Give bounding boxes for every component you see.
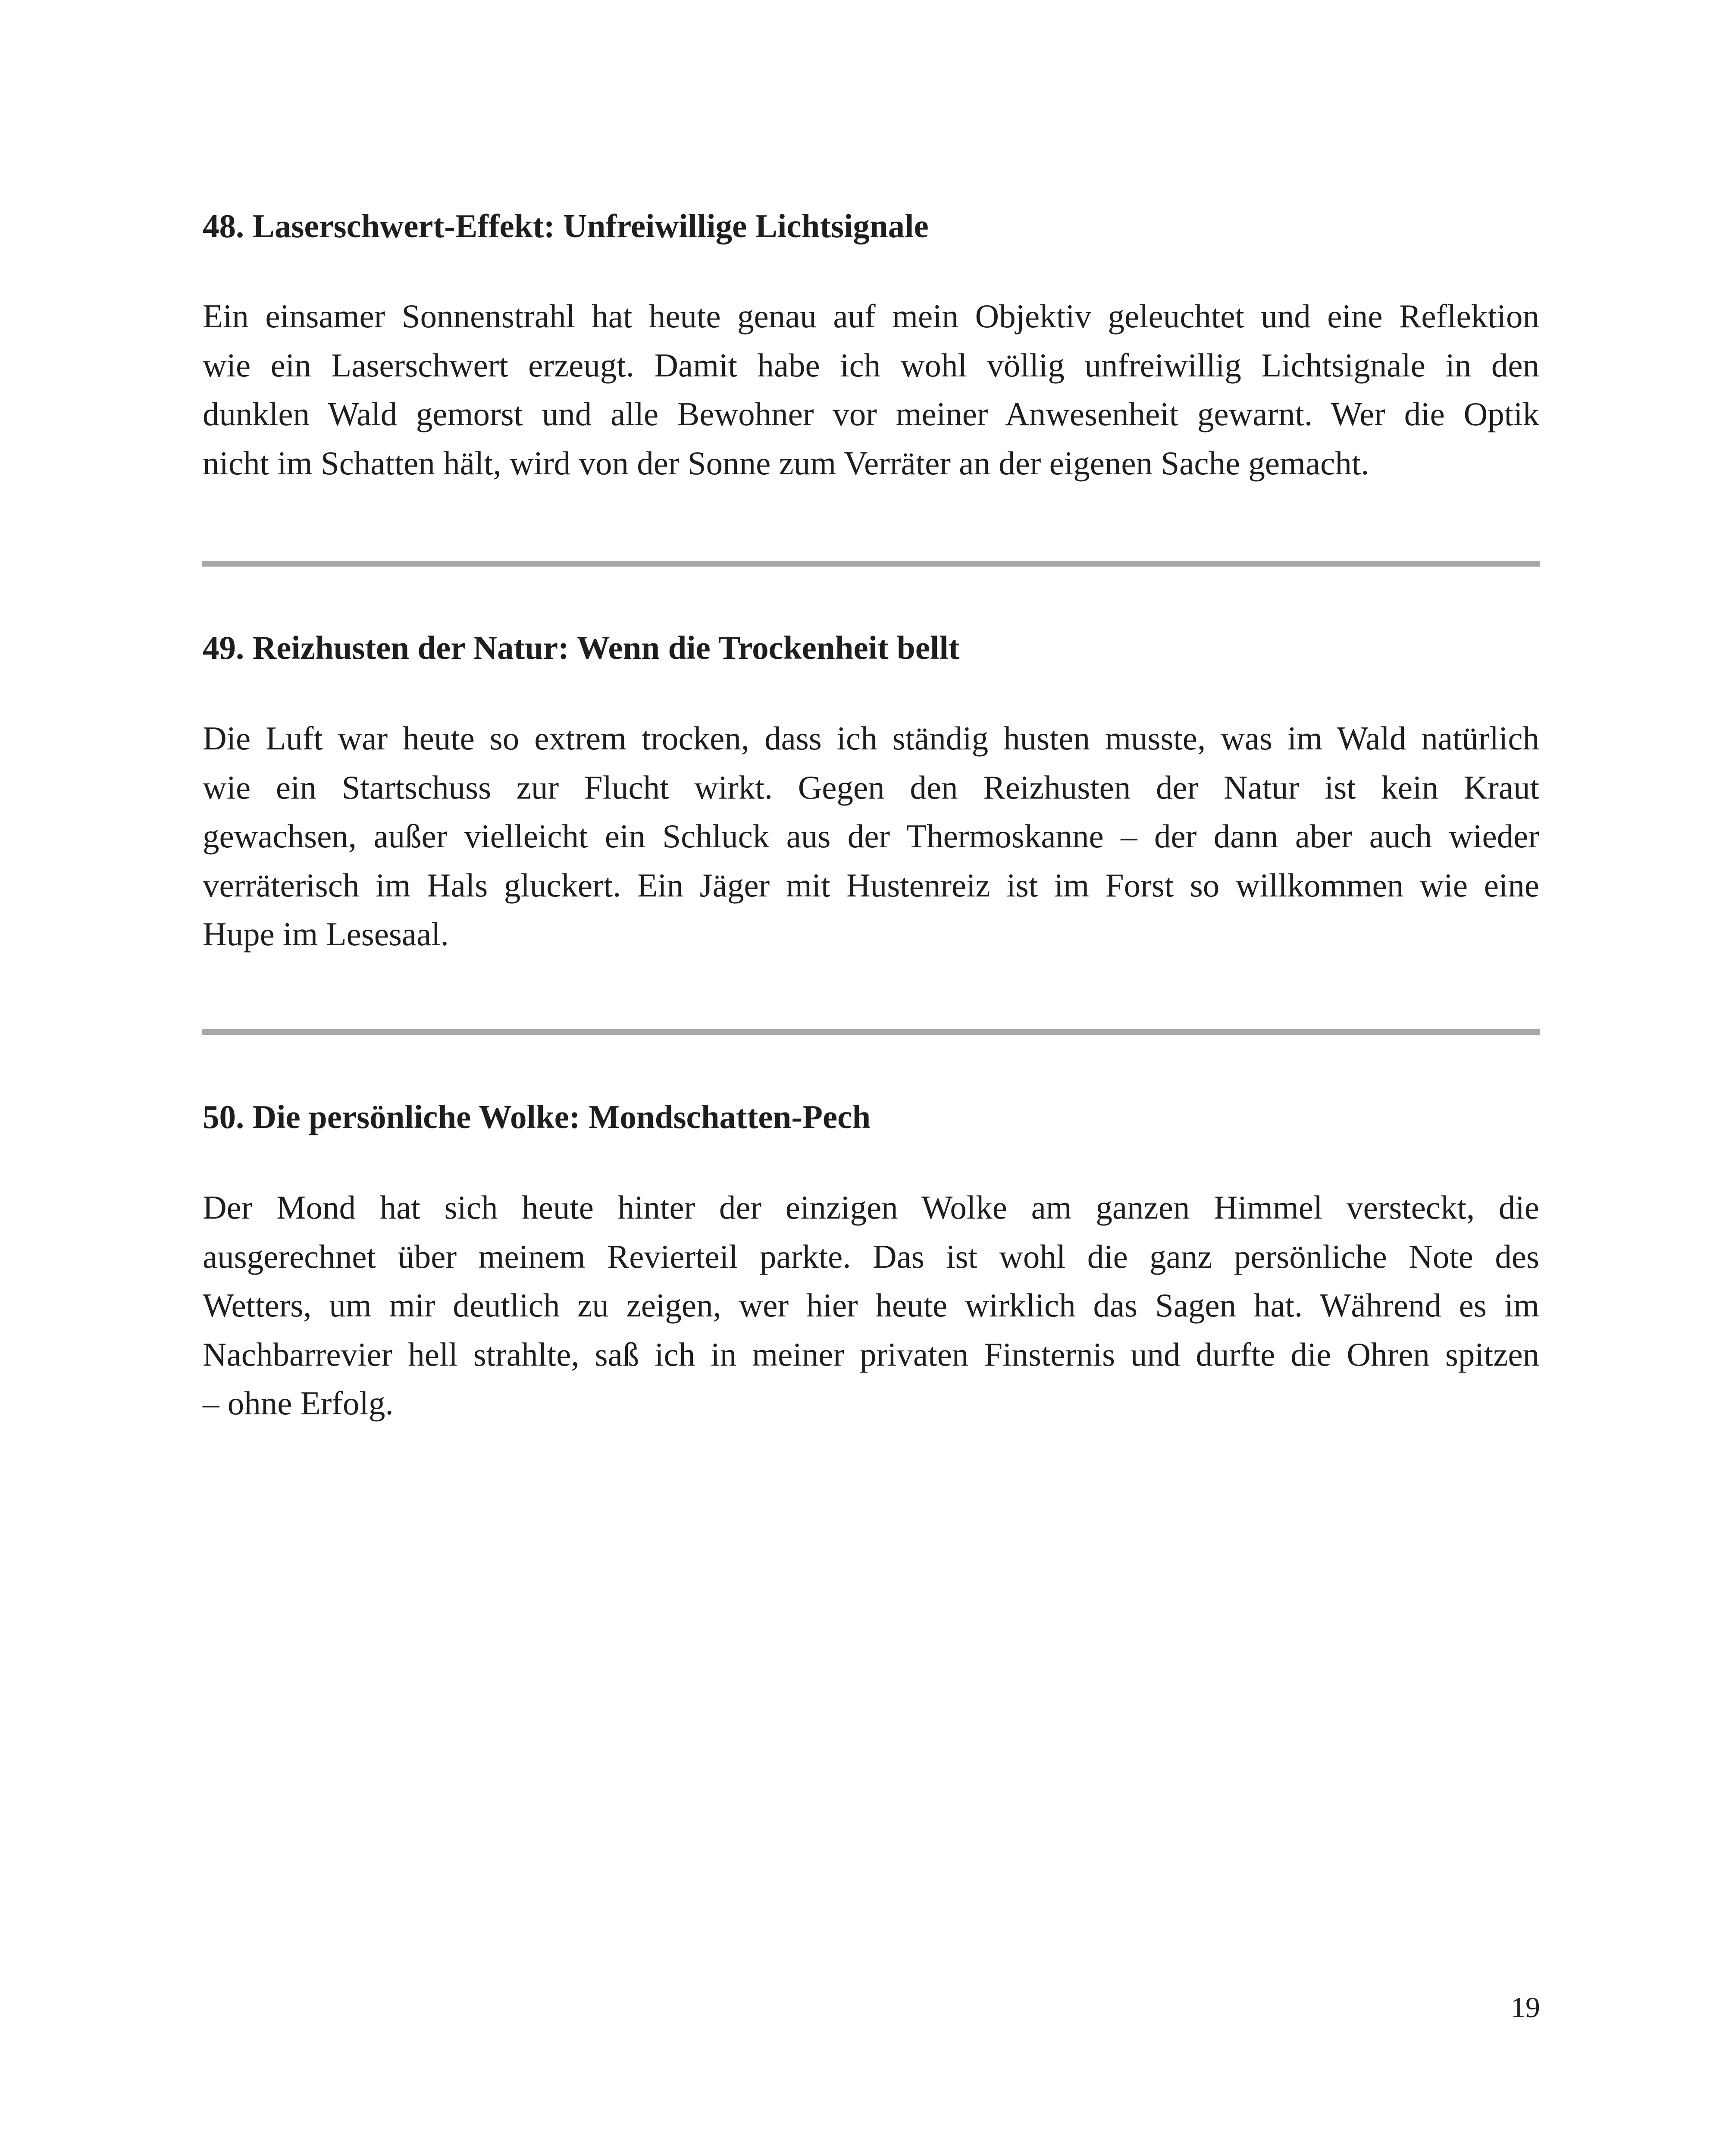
section-heading-48: 48. Laserschwert-Effekt: Unfreiwillige Lichtsignale bbox=[203, 207, 929, 244]
section-heading-50: 50. Die persönliche Wolke: Mondschatten-Pech bbox=[203, 1098, 871, 1135]
page-number: 19 bbox=[1511, 1991, 1540, 2024]
paragraph-line: Ein einsamer Sonnenstrahl hat heute genau auf mein Objektiv geleuchtet und eine Reflektion bbox=[203, 298, 1539, 335]
paragraph-line: Nachbarrevier hell strahlte, saß ich in meiner privaten Finsternis und durfte die Ohren spitzen bbox=[203, 1335, 1539, 1373]
section-divider bbox=[202, 561, 1540, 567]
paragraph-line: Die Luft war heute so extrem trocken, dass ich ständig husten musste, was im Wald natürlich bbox=[203, 720, 1539, 757]
paragraph-line: – ohne Erfolg. bbox=[203, 1385, 394, 1422]
section-paragraph-50 bbox=[203, 1183, 1539, 1428]
paragraph-line: Der Mond hat sich heute hinter der einzigen Wolke am ganzen Himmel versteckt, die bbox=[203, 1189, 1539, 1226]
paragraph-line: dunklen Wald gemorst und alle Bewohner vor meiner Anwesenheit gewarnt. Wer die Optik bbox=[203, 395, 1539, 432]
paragraph-line: ausgerechnet über meinem Revierteil parkte. Das ist wohl die ganz persönliche Note des bbox=[203, 1238, 1539, 1275]
section-heading-49: 49. Reizhusten der Natur: Wenn die Trockenheit bellt bbox=[203, 629, 960, 666]
paragraph-line: wie ein Startschuss zur Flucht wirkt. Gegen den Reizhusten der Natur ist kein Kraut bbox=[203, 768, 1539, 806]
paragraph-line: gewachsen, außer vielleicht ein Schluck aus der Thermoskanne – der dann aber auch wieder bbox=[203, 818, 1539, 855]
section-paragraph-48 bbox=[203, 292, 1539, 488]
section-divider bbox=[202, 1029, 1540, 1035]
section-paragraph-49 bbox=[203, 714, 1539, 959]
paragraph-line: wie ein Laserschwert erzeugt. Damit habe ich wohl völlig unfreiwillig Lichtsignale in den bbox=[203, 346, 1539, 384]
paragraph-line: verräterisch im Hals gluckert. Ein Jäger mit Hustenreiz ist im Forst so willkommen wie eine bbox=[203, 866, 1539, 904]
paragraph-line: Wetters, um mir deutlich zu zeigen, wer hier heute wirklich das Sagen hat. Während es im bbox=[203, 1287, 1539, 1324]
paragraph-line: nicht im Schatten hält, wird von der Sonne zum Verräter an der eigenen Sache gemacht. bbox=[203, 444, 1369, 482]
paragraph-line: Hupe im Lesesaal. bbox=[203, 915, 449, 953]
